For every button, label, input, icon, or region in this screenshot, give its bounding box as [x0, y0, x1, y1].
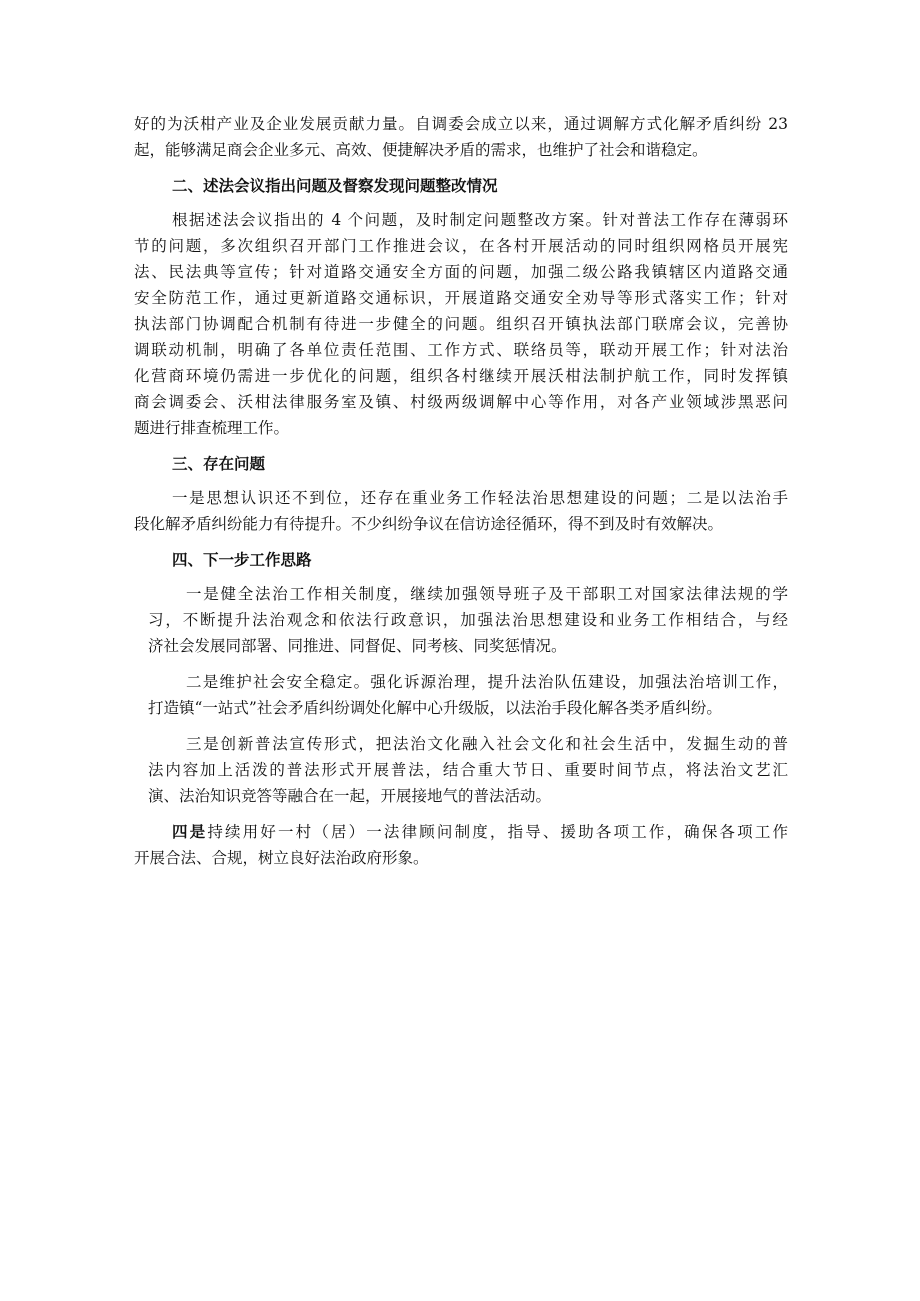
section2-line-3: 法、民法典等宣传；针对道路交通安全方面的问题，加强二级公路我镇辖区内道路交通 [134, 263, 788, 281]
section2-line-8: 商会调委会、沃柑法律服务室及镇、村级两级调解中心等作用，对各产业领域涉黑恶问 [134, 393, 788, 411]
intro-line-1: 好的为沃柑产业及企业发展贡献力量。自调委会成立以来，通过调解方式化解矛盾纠纷 23 [134, 115, 788, 133]
section4-p1-line-3: 济社会发展同部署、同推进、同督促、同考核、同奖惩情况。 [148, 637, 567, 655]
section2-line-2: 节的问题，多次组织召开部门工作推进会议，在各村开展活动的同时组织网格员开展宪 [134, 237, 788, 255]
section-heading-3: 三、存在问题 [172, 455, 266, 473]
section4-p4-rest: 持续用好一村（居）一法律顾问制度，指导、援助各项工作，确保各项工作 [207, 823, 788, 841]
section4-p1-line-2: 习，不断提升法治观念和依法行政意识，加强法治思想建设和业务工作相结合，与经 [148, 611, 788, 629]
section3-line-1: 一是思想认识还不到位，还存在重业务工作轻法治思想建设的问题；二是以法治手 [172, 489, 788, 507]
section4-p3-line-3: 演、法治知识竞答等融合在一起，开展接地气的普法活动。 [148, 787, 552, 805]
section4-p2-line-1: 二是维护社会安全稳定。强化诉源治理，提升法治队伍建设，加强法治培训工作， [186, 673, 788, 691]
section2-line-1: 根据述法会议指出的 4 个问题，及时制定问题整改方案。针对普法工作存在薄弱环 [172, 211, 788, 229]
section2-line-9: 题进行排查梳理工作。 [134, 419, 290, 437]
section4-p4-line-1 [172, 822, 788, 842]
intro-line-2: 起，能够满足商会企业多元、高效、便捷解决矛盾的需求，也维护了社会和谐稳定。 [134, 141, 708, 159]
section2-line-4: 安全防范工作，通过更新道路交通标识，开展道路交通安全劝导等形式落实工作；针对 [134, 289, 788, 307]
section2-line-6: 调联动机制，明确了各单位责任范围、工作方式、联络员等，联动开展工作；针对法治 [134, 341, 788, 359]
section2-line-5: 执法部门协调配合机制有待进一步健全的问题。组织召开镇执法部门联席会议，完善协 [134, 315, 788, 333]
section4-p3-line-1: 三是创新普法宣传形式，把法治文化融入社会文化和社会生活中，发掘生动的普 [186, 735, 788, 753]
section4-p4-line-2: 开展合法、合规，树立良好法治政府形象。 [134, 849, 429, 867]
section4-p2-line-2: 打造镇“一站式”社会矛盾纠纷调处化解中心升级版，以法治手段化解各类矛盾纠纷。 [148, 699, 722, 717]
section-heading-2: 二、述法会议指出问题及督察发现问题整改情况 [172, 177, 498, 195]
section2-line-7: 化营商环境仍需进一步优化的问题，组织各村继续开展沃柑法制护航工作，同时发挥镇 [134, 367, 788, 385]
section4-p4-lead: 四是 [172, 823, 208, 841]
section4-p3-line-2: 法内容加上活泼的普法形式开展普法，结合重大节日、重要时间节点，将法治文艺汇 [148, 761, 788, 779]
section4-p1-line-1: 一是健全法治工作相关制度，继续加强领导班子及干部职工对国家法律法规的学 [186, 585, 788, 603]
section3-line-2: 段化解矛盾纠纷能力有待提升。不少纠纷争议在信访途径循环，得不到及时有效解决。 [134, 515, 724, 533]
section-heading-4: 四、下一步工作思路 [172, 551, 312, 569]
